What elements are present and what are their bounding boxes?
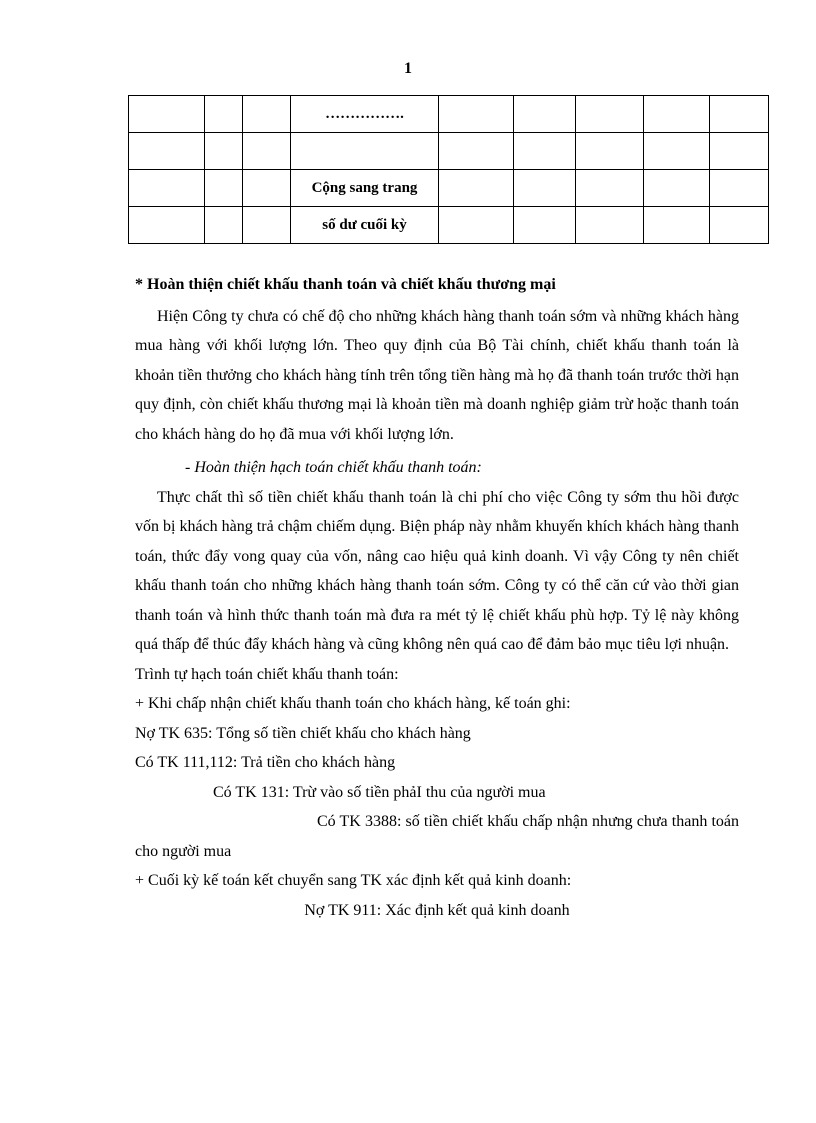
table-row [129,170,769,207]
table-cell [710,207,769,244]
table-cell [129,207,205,244]
table-cell: ……………. [291,96,439,133]
table-cell [644,133,710,170]
table-cell [243,96,291,133]
table-cell [129,170,205,207]
table-cell [576,96,644,133]
paragraph-payment-discount: Thực chất thì số tiền chiết khấu thanh toán là chi phí cho việc Công ty sớm thu hồi được vốn bị khách hàng trả chậm chiếm dụng. Biện pháp này nhằm khuyến khích khách hàng thanh toán, thức đẩy vong quay của vốn, nâng cao hiệu quả kinh doanh. Vì vậy Công ty nên chiết khấu thanh toán cho những khách hàng thanh toán sớm. Công ty có thể căn cứ vào thời gian thanh toán và hình thức thanh toán mà đưa ra mét tỷ lệ chiết khấu phù hợp. Tỷ lệ này không quá thấp để thúc đẩy khách hàng và cũng không nên quá cao để đảm bảo mục tiêu lợi nhuận. [135,488,739,653]
table-cell [205,207,243,244]
document-body [135,270,739,925]
table-cell [514,133,576,170]
table-row [129,96,769,133]
entry-debit-911: Nợ TK 911: Xác định kết quả kinh doanh [304,901,570,919]
table-cell [243,207,291,244]
table-cell [129,96,205,133]
table-row [129,207,769,244]
section-heading: * Hoàn thiện chiết khấu thanh toán và chiết khấu thương mại [135,276,556,293]
table-cell [576,207,644,244]
table-cell [710,133,769,170]
table-cell [710,170,769,207]
table-cell [576,170,644,207]
table-cell: số dư cuối kỳ [291,207,439,244]
paragraph-discount-policy: Hiện Công ty chưa có chế độ cho những khách hàng thanh toán sớm và những khách hàng mua hàng với khối lượng lớn. Theo quy định của Bộ Tài chính, chiết khấu thanh toán là khoản tiền thưởng cho khách hàng tính trên tổng tiền hàng mà họ đã thanh toán trước thời hạn quy định, còn chiết khấu thương mại là khoản tiền mà doanh nghiệp giảm trừ hoặc thanh toán cho khách hàng do họ đã mua với khối lượng lớn. [135,307,739,443]
entry-debit-635: Nợ TK 635: Tổng số tiền chiết khấu cho khách hàng [135,724,471,742]
table-cell [644,96,710,133]
line-end-period: + Cuối kỳ kế toán kết chuyển sang TK xác định kết quả kinh doanh: [135,872,572,889]
entry-credit-131: Có TK 131: Trừ vào số tiền phảI thu của người mua [213,783,546,801]
ledger-table [128,95,769,244]
table-cell [243,133,291,170]
entry-credit-3388: Có TK 3388: số tiền chiết khấu chấp nhận nhưng chưa thanh toán cho người mua [135,813,739,860]
table-cell [644,207,710,244]
entry-credit-111: Có TK 111,112: Trả tiền cho khách hàng [135,754,396,771]
table-cell [514,207,576,244]
table-cell [205,96,243,133]
table-cell: Cộng sang trang [291,170,439,207]
subheading-payment-discount: - Hoàn thiện hạch toán chiết khấu thanh toán: [185,459,482,476]
line-sequence: Trình tự hạch toán chiết khấu thanh toán: [135,665,399,683]
table-row [129,133,769,170]
table-cell [439,133,514,170]
table-cell [205,133,243,170]
table-cell [205,170,243,207]
page-number: 1 [404,60,412,77]
table-cell [576,133,644,170]
table-cell [439,96,514,133]
table-cell [514,170,576,207]
table-cell [439,207,514,244]
line-accept-discount: + Khi chấp nhận chiết khấu thanh toán cho khách hàng, kế toán ghi: [135,695,571,712]
table-cell [514,96,576,133]
table-cell [291,133,439,170]
table-cell [243,170,291,207]
table-cell [710,96,769,133]
table-cell [439,170,514,207]
table-cell [644,170,710,207]
table-cell [129,133,205,170]
ledger-body [129,96,769,244]
